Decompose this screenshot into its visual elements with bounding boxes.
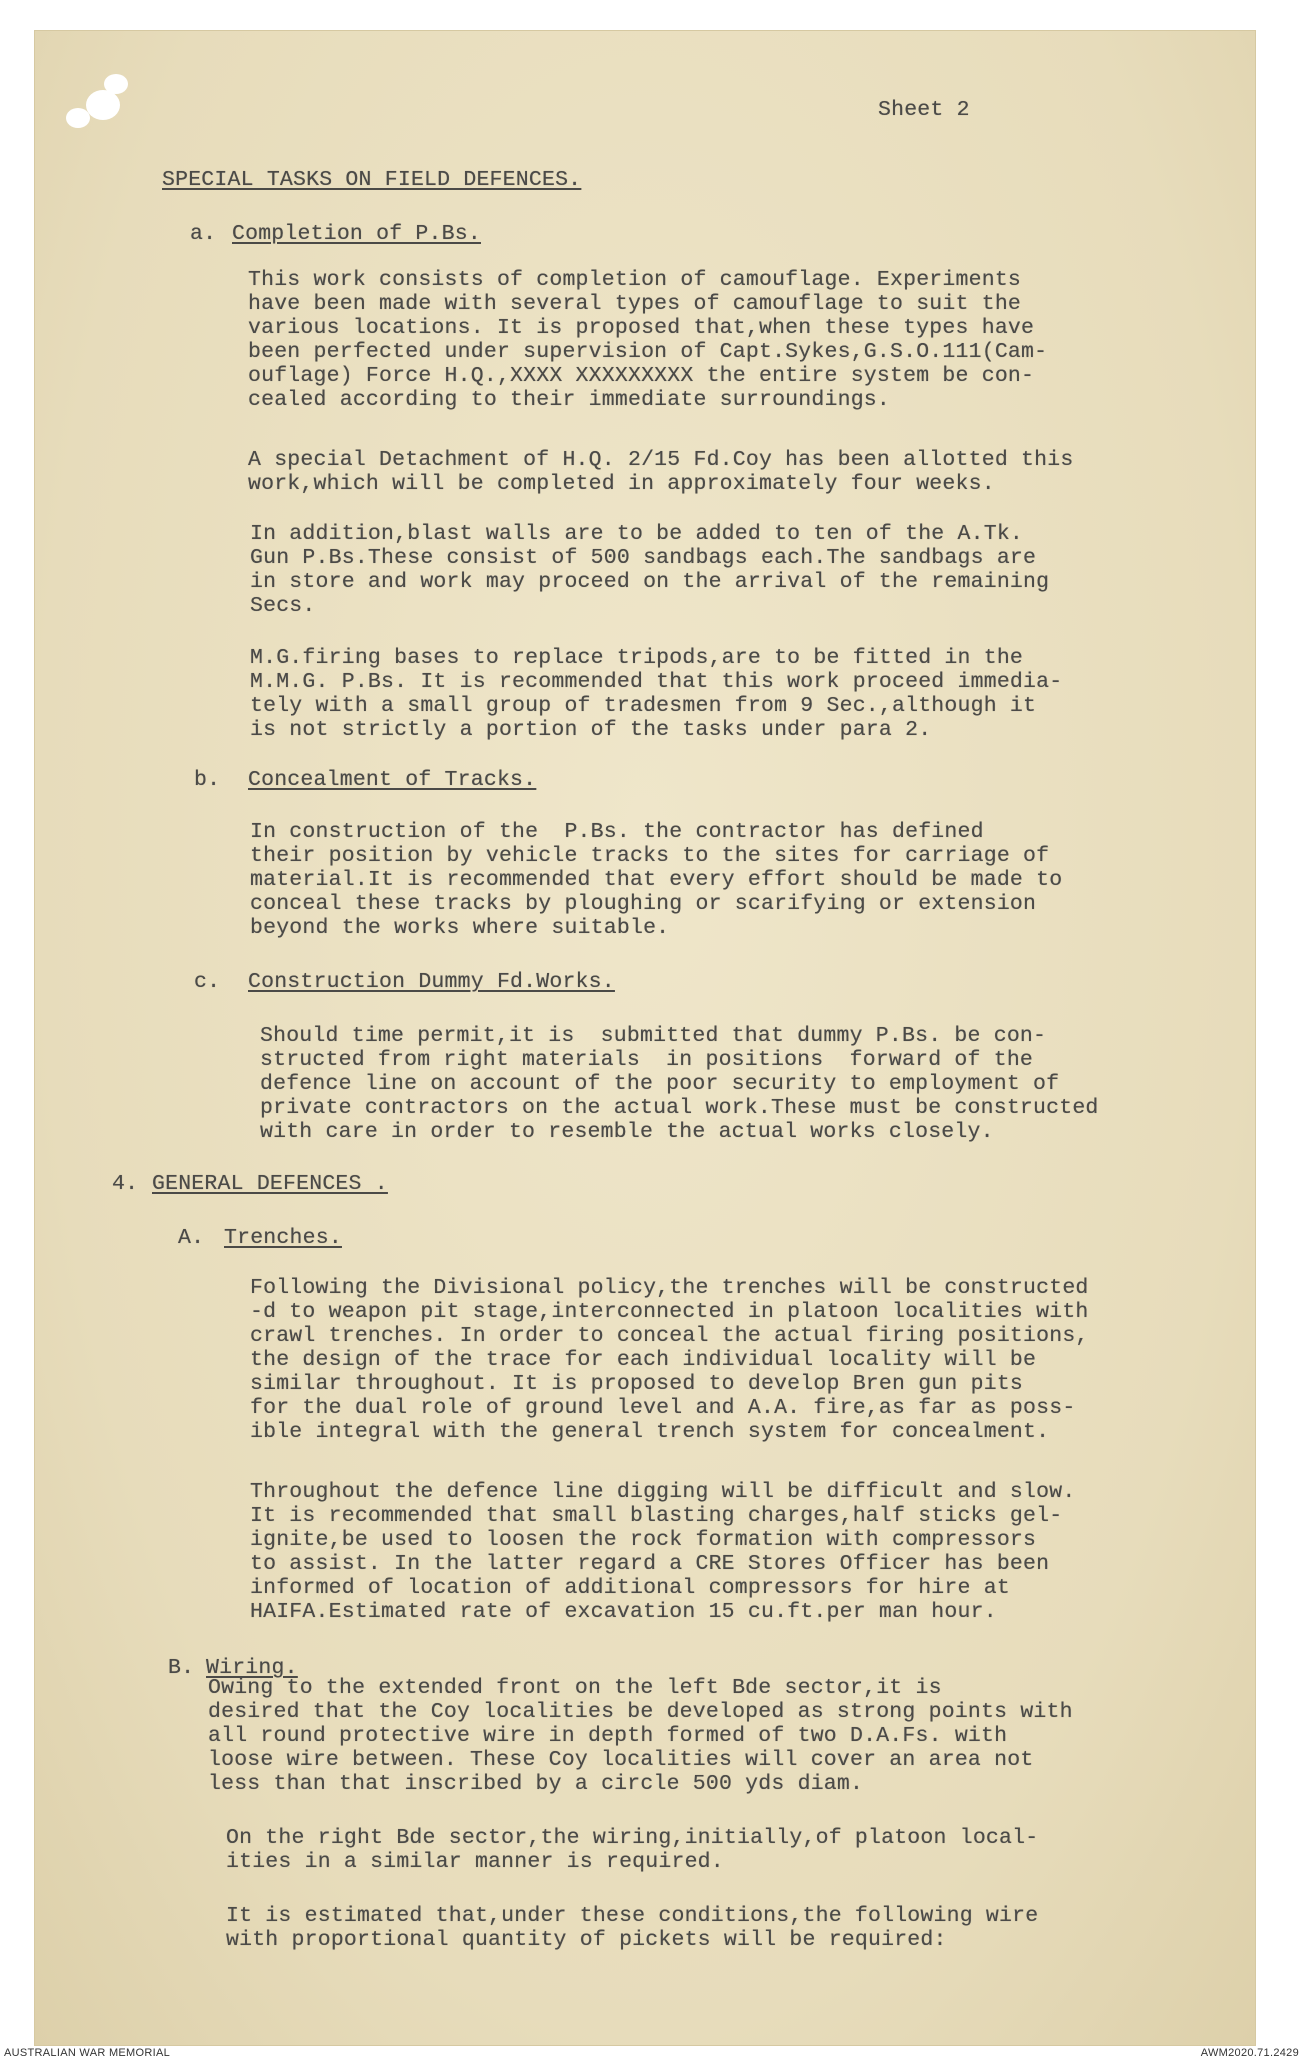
footer-credit: AUSTRALIAN WAR MEMORIAL [4,2047,171,2059]
paragraph-c-1: Should time permit,it is submitted that dummy P.Bs. be con- structed from right materials in positions forward of the defence line on account of the poor security to employment of private contractors on the actual work.These must be constructed with care in order to resemble the actual works closely. [260,1024,1099,1144]
subsection-A-heading: Trenches. [224,1226,342,1250]
section-4-title: GENERAL DEFENCES . [152,1172,388,1196]
subsection-b-heading: Concealment of Tracks. [248,768,537,792]
subsection-A-marker: A. [178,1226,205,1250]
paragraph-B-3: It is estimated that,under these conditions,the following wire with proportional quantity of pickets will be required: [226,1904,1039,1952]
section-4-marker: 4. [112,1172,139,1196]
subsection-b-marker: b. [194,768,221,792]
subsection-B-heading: Wiring. [206,1656,298,1680]
paragraph-a-1: This work consists of completion of camouflage. Experiments have been made with several types of camouflage to suit the various locations. It is proposed that,when these types have been perfected under supervision of Capt.Sykes,G.S.O.111(Cam- ouflage) Force H.Q.,XXXX XXXXXXXXX the entire system be con- cealed according to their immediate surroundings. [248,268,1048,412]
paragraph-A-1: Following the Divisional policy,the trenches will be constructed -d to weapon pit stage,interconnected in platoon localities with crawl trenches. In order to conceal the actual firing positions, the design of the trace for each individual locality will be similar throughout. It is proposed to develop Bren gun pits for the dual role of ground level and A.A. fire,as far as poss- ible integral with the general trench system for concealment. [250,1276,1089,1444]
paragraph-B-1: Owing to the extended front on the left Bde sector,it is desired that the Coy localities be developed as strong points with all round protective wire in depth formed of two D.A.Fs. with loose wire between. These Coy localities will cover an area not less than that inscribed by a circle 500 yds diam. [208,1676,1073,1796]
punch-hole [86,90,120,120]
punch-hole [104,74,128,94]
subsection-c-heading: Construction Dummy Fd.Works. [248,970,615,994]
subsection-a-marker: a. [190,222,217,246]
footer-accession: AWM2020.71.2429 [1200,2047,1299,2059]
punch-hole [66,108,90,128]
subsection-a-heading: Completion of P.Bs. [232,222,481,246]
paragraph-a-2: A special Detachment of H.Q. 2/15 Fd.Coy has been allotted this work,which will be completed in approximately four weeks. [248,448,1074,496]
paragraph-A-2: Throughout the defence line digging will be difficult and slow. It is recommended that small blasting charges,half sticks gel- ignite,be used to loosen the rock formation with compressors to assist. In the latter regard a CRE Stores Officer has been informed of location of additional compressors for hire at HAIFA.Estimated rate of excavation 15 cu.ft.per man hour. [250,1480,1076,1624]
sheet-label: Sheet 2 [878,98,970,122]
section-3-title: SPECIAL TASKS ON FIELD DEFENCES. [162,168,582,192]
paragraph-a-3: In addition,blast walls are to be added to ten of the A.Tk. Gun P.Bs.These consist of 500 sandbags each.The sandbags are in store and work may proceed on the arrival of the remaining Secs. [250,522,1050,618]
subsection-B-marker: B. [168,1656,195,1680]
paragraph-b-1: In construction of the P.Bs. the contractor has defined their position by vehicle tracks to the sites for carriage of material.It is recommended that every effort should be made to conceal these tracks by ploughing or scarifying or extension beyond the works where suitable. [250,820,1063,940]
subsection-c-marker: c. [194,970,221,994]
paragraph-B-2: On the right Bde sector,the wiring,initially,of platoon local- ities in a similar manner is required. [226,1826,1039,1874]
paragraph-a-4: M.G.firing bases to replace tripods,are to be fitted in the M.M.G. P.Bs. It is recommended that this work proceed immedia- tely with a small group of tradesmen from 9 Sec.,although it is not strictly a portion of the tasks under para 2. [250,646,1063,742]
